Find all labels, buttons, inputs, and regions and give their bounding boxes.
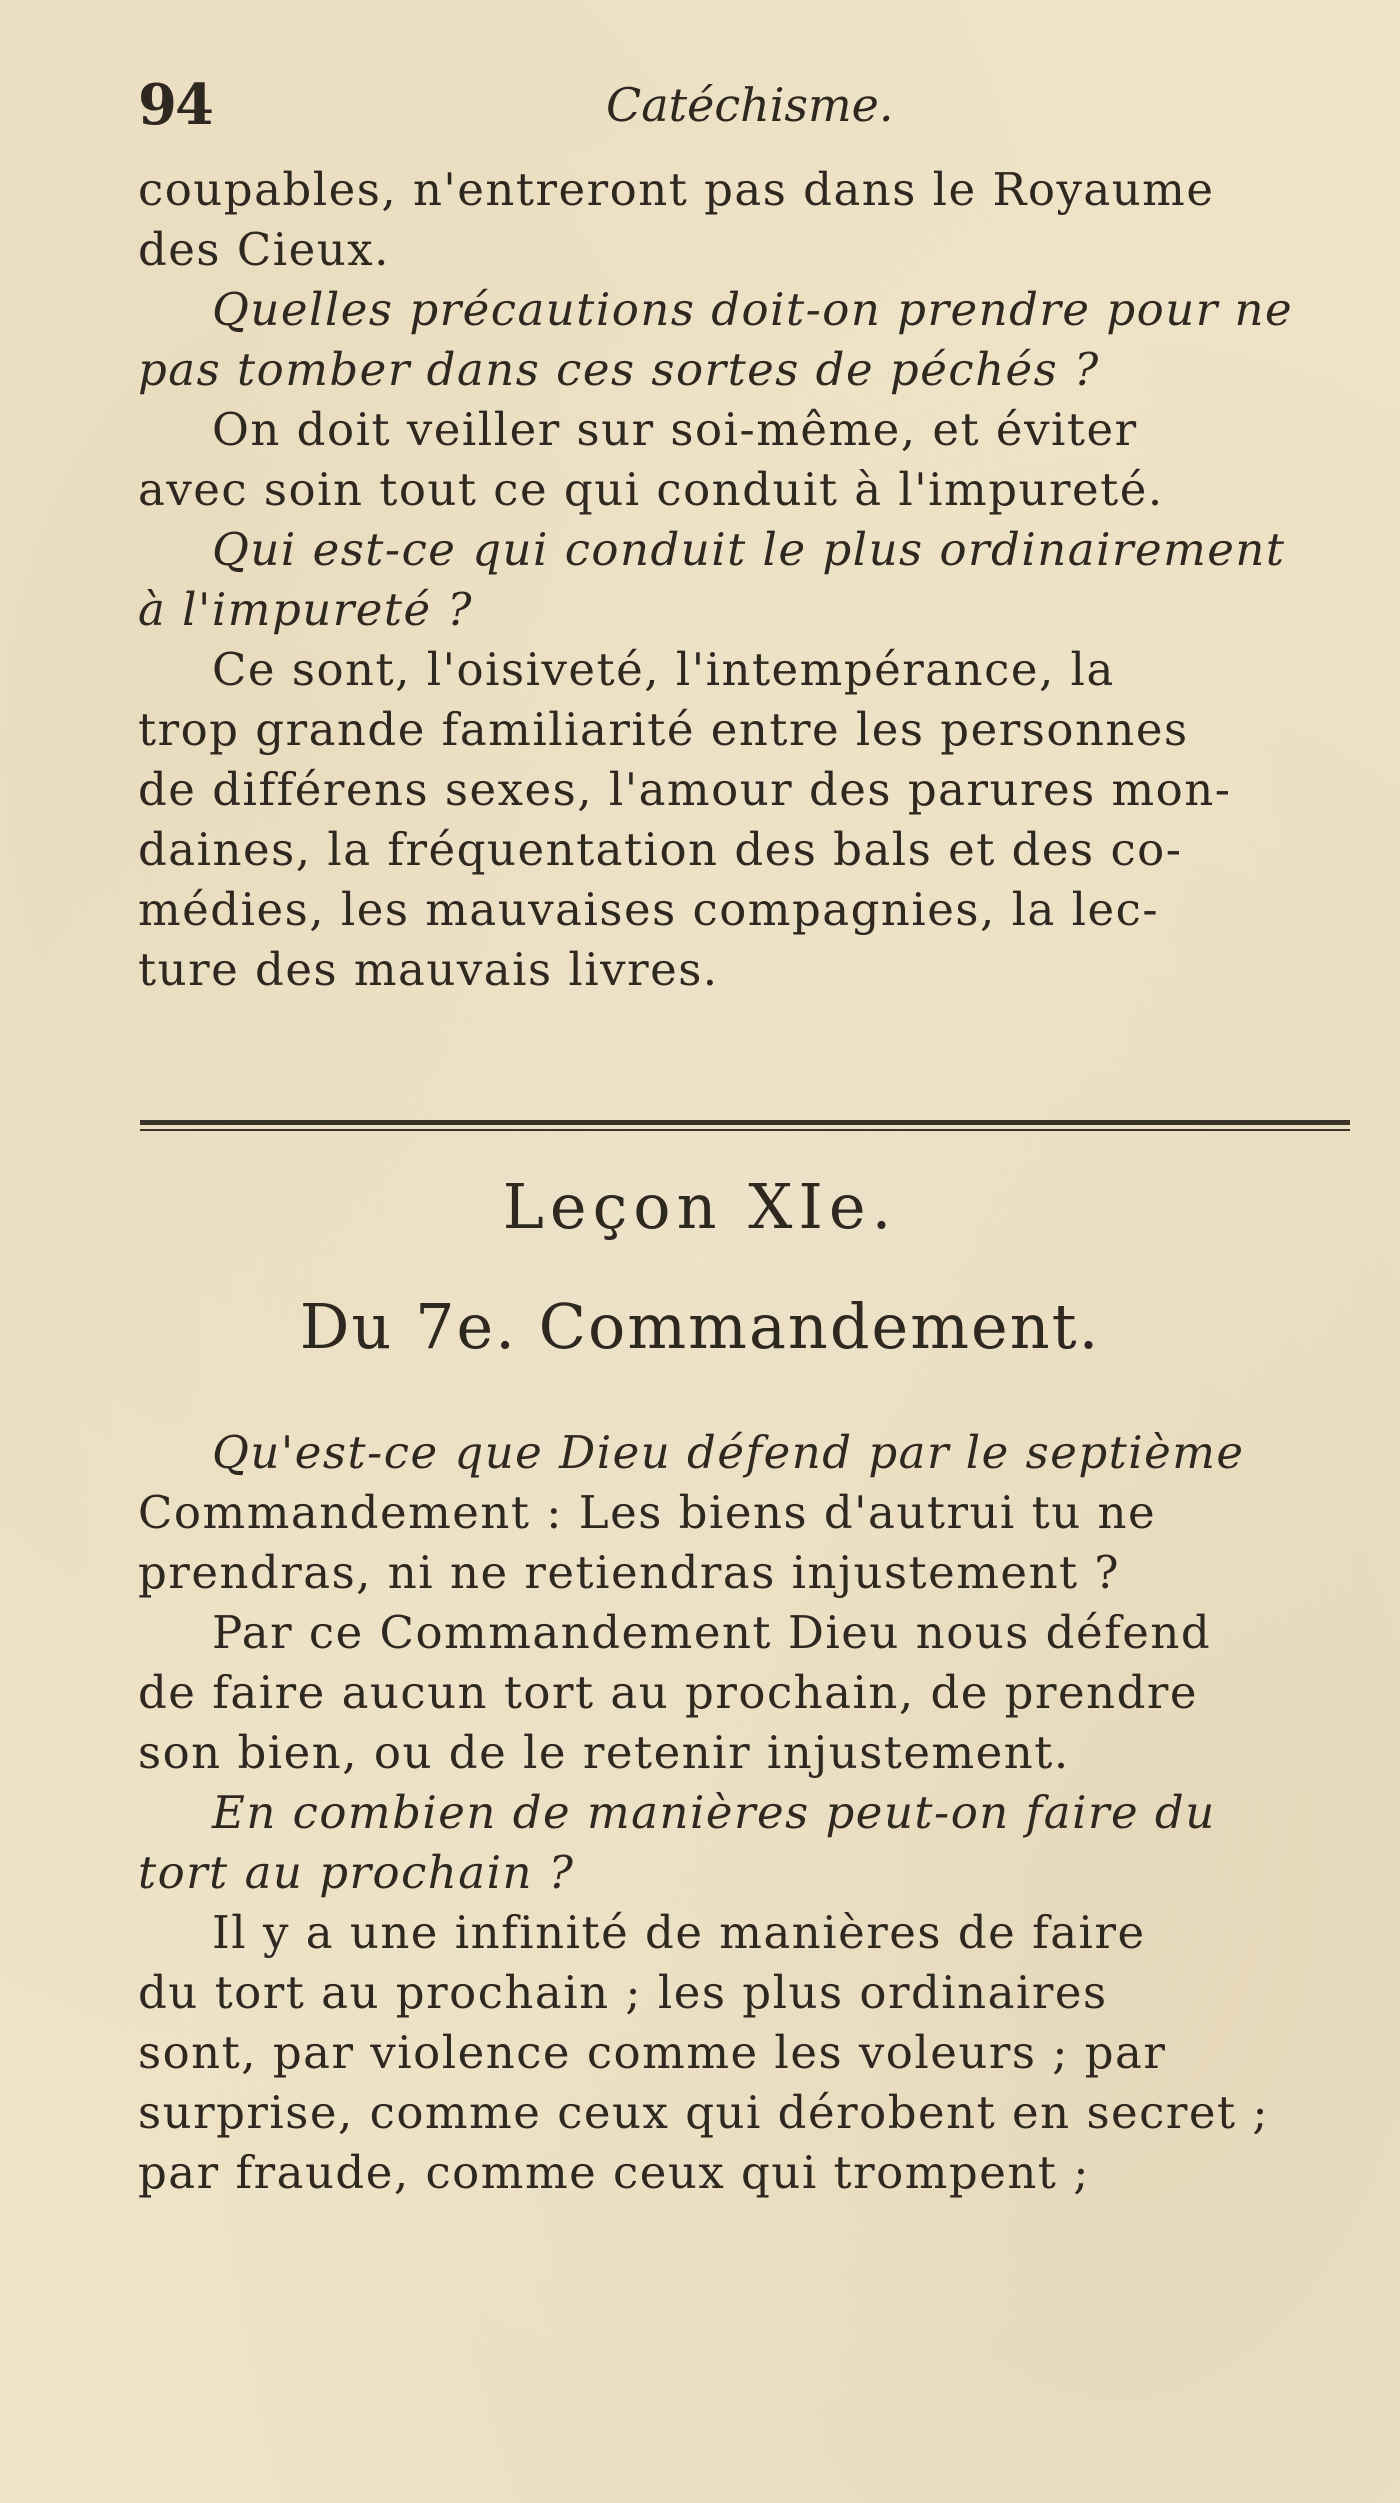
lesson-subtitle: Du 7e. Commandement. [299,1290,1101,1363]
body-line: sont, par violence comme les voleurs ; par [138,2026,1167,2079]
question-line: Quelles précautions doit-on prendre pour ne [212,283,1294,336]
body-line: trop grande familiarité entre les personnes [138,703,1189,756]
body-line: du tort au prochain ; les plus ordinaires [138,1966,1108,2019]
body-line: médies, les mauvaises compagnies, la lec- [138,883,1160,936]
body-line: Il y a une infinité de manières de faire [212,1906,1146,1959]
section-2-text [138,1423,1358,2203]
body-line: avec soin tout ce qui conduit à l'impureté. [138,463,1164,516]
question-line: Qu'est-ce que Dieu défend par le septième [212,1426,1245,1479]
double-rule-divider [140,1118,1350,1138]
question-line: En combien de manières peut-on faire du [212,1786,1216,1839]
rule-thin [140,1129,1350,1131]
body-line: daines, la fréquentation des bals et des co- [138,823,1183,876]
body-line: ture des mauvais livres. [138,943,719,996]
page-number: 94 [138,72,212,138]
question-line: Qui est-ce qui conduit le plus ordinairement [212,523,1286,576]
body-line: de faire aucun tort au prochain, de prendre [138,1666,1199,1719]
body-line: coupables, n'entreront pas dans le Royaume [138,163,1215,216]
body-line: des Cieux. [138,223,390,276]
body-line: Commandement : Les biens d'autrui tu ne [138,1486,1157,1539]
body-line: Ce sont, l'oisiveté, l'intempérance, la [212,643,1115,696]
running-header [138,72,1268,152]
question-line: à l'impureté ? [138,583,474,636]
body-line: Par ce Commandement Dieu nous défend [212,1606,1212,1659]
body-line: surprise, comme ceux qui dérobent en secret ; [138,2086,1270,2139]
body-line: son bien, ou de le retenir injustement. [138,1726,1070,1779]
body-line: On doit veiller sur soi-même, et éviter [212,403,1138,456]
running-title: Catéchisme. [606,78,894,132]
lesson-title: Leçon XIe. [502,1170,898,1243]
rule-thick [140,1120,1350,1125]
body-line: prendras, ni ne retiendras injustement ? [138,1546,1121,1599]
question-line: tort au prochain ? [138,1846,575,1899]
question-line: pas tomber dans ces sortes de péchés ? [138,343,1100,396]
body-line: de différens sexes, l'amour des parures mon- [138,763,1232,816]
body-line: par fraude, comme ceux qui trompent ; [138,2146,1090,2199]
section-1-text [138,160,1358,1000]
